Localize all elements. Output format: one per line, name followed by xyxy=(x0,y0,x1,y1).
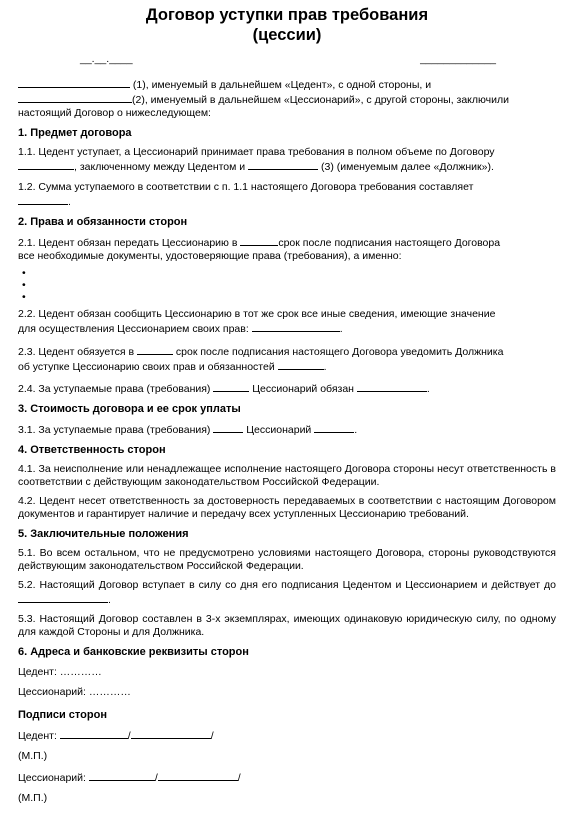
clause-5-2: 5.2. Настоящий Договор вступает в силу со дня его подписания Цедентом и Цессионарием и действует до . xyxy=(18,579,556,606)
cessionary-signature-blank[interactable] xyxy=(89,770,155,781)
contract-number-blank[interactable] xyxy=(18,159,74,170)
validity-date-blank[interactable] xyxy=(18,592,108,603)
claim-amount-blank[interactable] xyxy=(18,194,68,205)
document-title: Договор уступки прав требования xyxy=(145,6,429,24)
other-info-blank[interactable] xyxy=(252,321,340,332)
intro-line-1: (1), именуемый в дальнейшем «Цедент», с одной стороны, и xyxy=(18,77,556,92)
cessionary-signature-line: Цессионарий: / / xyxy=(18,772,241,784)
clause-4-1: 4.1. За неисполнение или ненадлежащее исполнение настоящего Договора стороны несут ответственность в соответствии с действующим законодательством Российской Федерации. xyxy=(18,463,556,488)
clause-3-1: 3.1. За уступаемые права (требования) Цессионарий . xyxy=(18,424,358,436)
clause-2-1: 2.1. Цедент обязан передать Цессионарию в срок после подписания настоящего Договора все необходимые документы, удостоверяющие права (требования), а именно: xyxy=(18,237,501,262)
date-place-line xyxy=(80,53,496,67)
clause-2-3: 2.3. Цедент обязуется в срок после подписания настоящего Договора уведомить Должника об уступке Цессионарию своих прав и обязанностей . xyxy=(18,346,504,373)
cessionary-name-blank[interactable] xyxy=(18,92,132,103)
clause-1-2: 1.2. Сумма уступаемого в соответствии с п. 1.1 настоящего Договора требования составляет . xyxy=(18,181,474,208)
debtor-name-blank[interactable] xyxy=(248,159,318,170)
section-6-heading: 6. Адреса и банковские реквизиты сторон xyxy=(18,646,249,658)
rights-price-blank[interactable] xyxy=(213,381,249,392)
intro-line-3: настоящий Договор о нижеследующем: xyxy=(18,107,211,119)
cedent-name-signature-blank[interactable] xyxy=(131,728,211,739)
section-5-heading: 5. Заключительные положения xyxy=(18,528,189,540)
transfer-term-blank[interactable] xyxy=(240,235,278,246)
cessionary-requisites: Цессионарий: ………… xyxy=(18,686,131,698)
price-blank[interactable] xyxy=(213,422,243,433)
section-3-heading: 3. Стоимость договора и ее срок уплаты xyxy=(18,403,241,415)
cedent-signature-line: Цедент: / / xyxy=(18,730,214,742)
cessionary-obligation-blank[interactable] xyxy=(357,381,427,392)
signatures-heading: Подписи сторон xyxy=(18,709,107,721)
bullet-item: • xyxy=(22,279,26,291)
place-field[interactable]: _____________ xyxy=(420,53,496,65)
clause-5-3: 5.3. Настоящий Договор составлен в 3-х экземплярах, имеющих одинаковую юридическую силу, по одному для каждой Стороны и для Должника. xyxy=(18,613,556,638)
section-1-heading: 1. Предмет договора xyxy=(18,127,132,139)
cedent-name-blank[interactable] xyxy=(18,77,130,88)
cedent-signature-blank[interactable] xyxy=(60,728,128,739)
intro-line-2: (2), именуемый в дальнейшем «Цессионарий», с другой стороны, заключили xyxy=(18,92,556,107)
clause-2-2: 2.2. Цедент обязан сообщить Цессионарию в тот же срок все иные сведения, имеющие значение для осуществления Цессионарием своих прав: . xyxy=(18,308,496,335)
date-field[interactable]: __.__.____ xyxy=(80,53,133,65)
clause-1-1: 1.1. Цедент уступает, а Цессионарий принимает права требования в полном объеме по Договору , заключенному между Цедентом и (3) (именуемым далее «Должник»). xyxy=(18,146,495,173)
clause-2-4: 2.4. За уступаемые права (требования) Цессионарий обязан . xyxy=(18,383,430,395)
clause-5-1: 5.1. Во всем остальном, что не предусмотрено условиями настоящего Договора, стороны руководствуются действующим законодательством Российской Федерации. xyxy=(18,547,556,572)
notify-term-blank[interactable] xyxy=(137,344,173,355)
payment-blank[interactable] xyxy=(314,422,354,433)
cessionary-name-signature-blank[interactable] xyxy=(158,770,238,781)
bullet-item: • xyxy=(22,291,26,303)
cedent-seal: (М.П.) xyxy=(18,750,48,762)
cedent-requisites: Цедент: ………… xyxy=(18,666,102,678)
section-2-heading: 2. Права и обязанности сторон xyxy=(18,216,188,228)
cessionary-seal: (М.П.) xyxy=(18,792,48,804)
section-4-heading: 4. Ответственность сторон xyxy=(18,444,166,456)
document-subtitle: (цессии) xyxy=(252,26,322,44)
notify-blank[interactable] xyxy=(278,359,324,370)
bullet-item: • xyxy=(22,267,26,279)
clause-4-2: 4.2. Цедент несет ответственность за достоверность передаваемых в соответствии с настоящим Договором документов и гарантирует наличие и передачу всех уступленных Цессионарию требований. xyxy=(18,495,556,520)
